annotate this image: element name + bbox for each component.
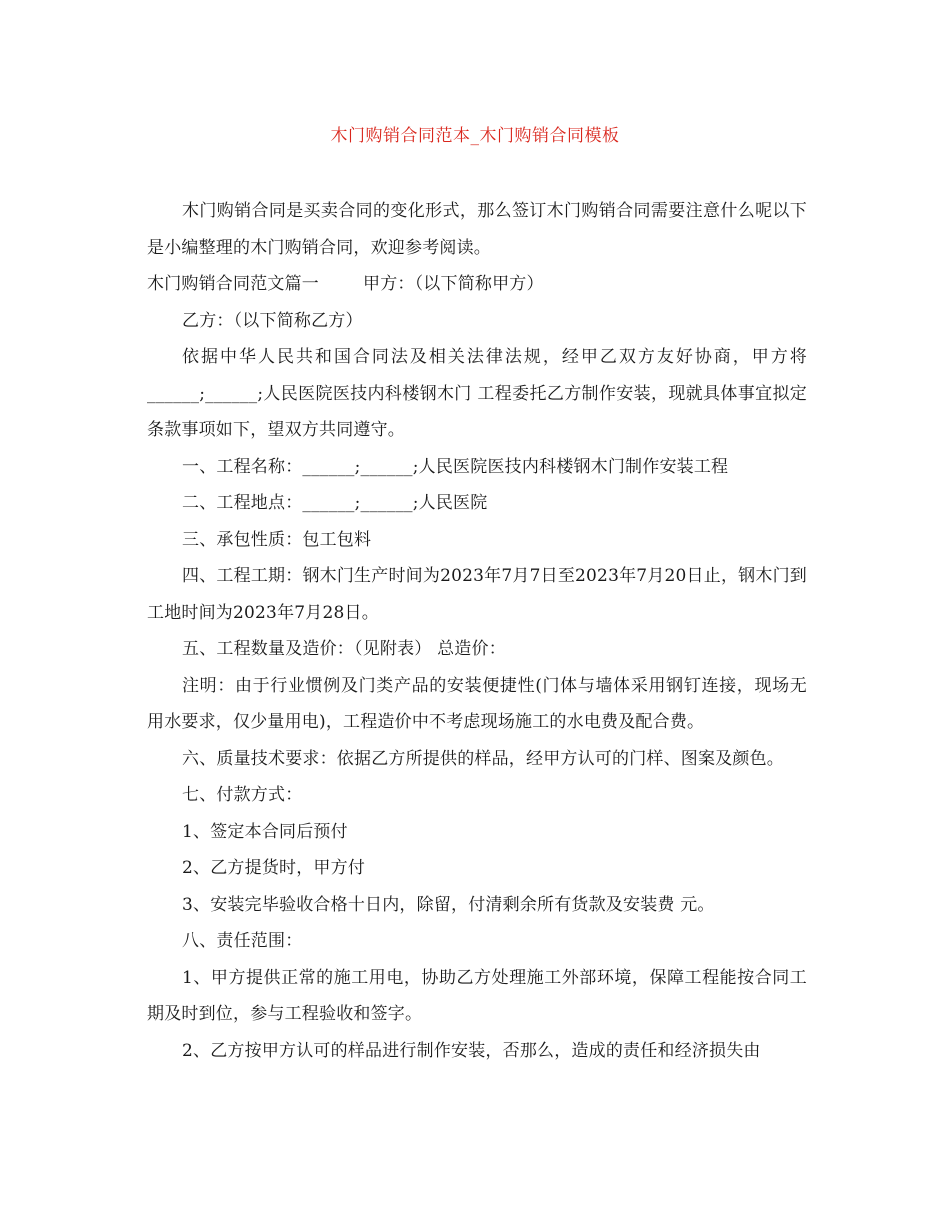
section-heading-line [147,266,807,303]
payment-item: 1、签定本合同后预付 [182,821,348,842]
responsibility-item: 2、乙方按甲方认可的样品进行制作安装，否那么，造成的责任和经济损失由 [182,1040,761,1061]
payment-item: 3、安装完毕验收合格十日内，除留，付清剩余所有货款及安装费 元。 [182,894,715,915]
clause-contract-type: 三、承包性质：包工包料 [182,529,372,550]
responsibility-item: 1、甲方提供正常的施工用电，协助乙方处理施工外部环境，保障工程能按合同工期及时到位，参与工程验收和签字。 [147,967,807,1024]
clause-payment: 七、付款方式： [182,785,303,805]
payment-item: 2、乙方提货时，甲方付 [182,858,366,878]
document-body [147,193,807,1069]
document-title: 木门购销合同范本_木门购销合同模板 [330,126,620,146]
clause-quantity-price: 五、工程数量及造价：（见附表） 总造价： [182,639,506,659]
clause-project-name: 一、工程名称：______;______;人民医院医技内科楼钢木门制作安装工程 [182,456,729,477]
intro-paragraph: 木门购销合同是买卖合同的变化形式，那么签订木门购销合同需要注意什么呢以下是小编整理的木门购销合同，欢迎参考阅读。 [147,201,807,258]
clause-project-location: 二、工程地点：______;______;人民医院 [182,493,488,513]
clause-schedule: 四、工程工期：钢木门生产时间为2023年7月7日至2023年7月20日止，钢木门到工地时间为2023年7月28日。 [147,566,807,623]
preamble-paragraph: 依据中华人民共和国合同法及相关法律法规，经甲乙双方友好协商，甲方将______;______;人民医院医技内科楼钢木门 工程委托乙方制作安装，现就具体事宜拟定条款事项如下，望双方共同遵守。 [147,347,807,440]
clause-quality: 六、质量技术要求：依据乙方所提供的样品，经甲方认可的门样、图案及颜色。 [182,748,784,769]
party-a: 甲方：（以下简称甲方） [363,274,544,294]
clause-responsibility: 八、责任范围： [182,931,303,951]
section-heading: 木门购销合同范文篇一 [147,274,319,294]
note-paragraph: 注明：由于行业惯例及门类产品的安装便捷性(门体与墙体采用钢钉连接，现场无用水要求，仅少量用电)，工程造价中不考虑现场施工的水电费及配合费。 [147,675,807,732]
party-b: 乙方：（以下简称乙方） [182,310,363,331]
